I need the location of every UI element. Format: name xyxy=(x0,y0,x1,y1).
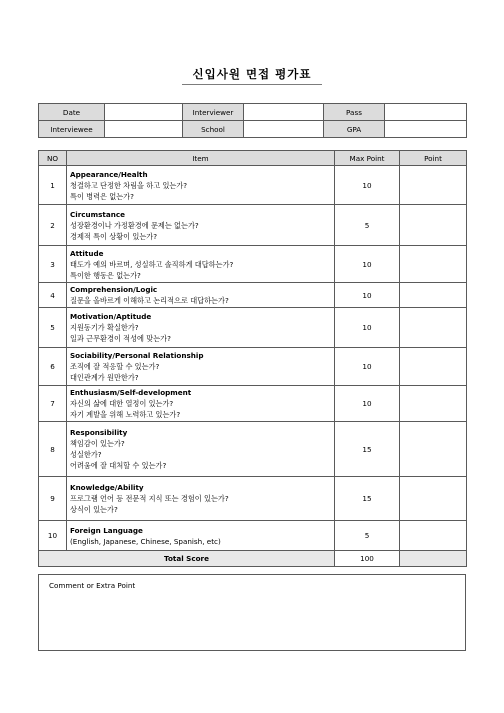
item-question: 성장환경이나 가정환경에 문제는 없는가? xyxy=(70,220,199,230)
table-row xyxy=(39,348,467,386)
table-row xyxy=(39,386,467,422)
table-row xyxy=(39,283,467,308)
row-item xyxy=(67,308,335,348)
row-item xyxy=(67,386,335,422)
item-question: 특이 병력은 없는가? xyxy=(70,191,134,201)
interviewee-field[interactable] xyxy=(105,121,183,138)
table-row xyxy=(39,477,467,521)
table-row xyxy=(39,205,467,246)
page-title: 신입사원 면접 평가표 xyxy=(192,67,312,81)
item-question: 자신의 삶에 대한 열정이 있는가? xyxy=(70,399,174,408)
row-number: 10 xyxy=(39,521,67,551)
interviewer-label: Interviewer xyxy=(183,104,244,121)
row-point-field[interactable] xyxy=(400,283,467,308)
col-header-point: Point xyxy=(400,151,467,166)
row-point-field[interactable] xyxy=(400,205,467,246)
row-max-point: 10 xyxy=(335,348,400,386)
row-max-point: 15 xyxy=(335,477,400,521)
total-score-label: Total Score xyxy=(39,551,335,567)
item-question: 태도가 예의 바르며, 성실하고 솔직하게 대답하는가? xyxy=(70,259,234,269)
row-item xyxy=(67,246,335,283)
item-category: Comprehension/Logic xyxy=(70,285,158,294)
row-number: 4 xyxy=(39,283,67,308)
row-number: 1 xyxy=(39,166,67,205)
school-field[interactable] xyxy=(244,121,324,138)
item-question: 어려움에 잘 대처할 수 있는가? xyxy=(70,461,167,470)
row-number: 5 xyxy=(39,308,67,348)
item-category: Responsibility xyxy=(70,428,128,437)
comment-box[interactable] xyxy=(38,574,466,651)
row-item xyxy=(67,205,335,246)
item-question: 조직에 잘 적응할 수 있는가? xyxy=(70,362,160,371)
gpa-field[interactable] xyxy=(385,121,467,138)
item-question: 프로그램 언어 등 전문적 지식 또는 경험이 있는가? xyxy=(70,494,229,503)
comment-label: Comment or Extra Point xyxy=(49,581,136,590)
table-row xyxy=(39,422,467,477)
row-point-field[interactable] xyxy=(400,422,467,477)
item-category: Foreign Language xyxy=(70,525,143,535)
row-point-field[interactable] xyxy=(400,246,467,283)
title-underline xyxy=(182,84,322,85)
school-label: School xyxy=(183,121,244,138)
table-row xyxy=(39,246,467,283)
item-question: 대인관계가 원만한가? xyxy=(70,373,139,382)
row-number: 9 xyxy=(39,477,67,521)
header-row xyxy=(39,151,467,166)
row-point-field[interactable] xyxy=(400,308,467,348)
pass-label: Pass xyxy=(324,104,385,121)
col-header-max-point: Max Point xyxy=(335,151,400,166)
row-number: 8 xyxy=(39,422,67,477)
item-question: 지원동기가 확실한가? xyxy=(70,323,139,332)
item-category: Attitude xyxy=(70,248,104,258)
row-point-field[interactable] xyxy=(400,166,467,205)
item-category: Appearance/Health xyxy=(70,169,148,179)
item-question: (English, Japanese, Chinese, Spanish, etc) xyxy=(70,536,221,546)
item-question: 자기 계발을 위해 노력하고 있는가? xyxy=(70,410,181,419)
row-max-point: 10 xyxy=(335,246,400,283)
row-max-point: 5 xyxy=(335,521,400,551)
row-item xyxy=(67,477,335,521)
total-row xyxy=(39,551,467,567)
item-category: Enthusiasm/Self-development xyxy=(70,388,192,397)
interviewee-label: Interviewee xyxy=(39,121,105,138)
item-question: 상식이 있는가? xyxy=(70,505,118,514)
gpa-label: GPA xyxy=(324,121,385,138)
total-point-field[interactable] xyxy=(400,551,467,567)
row-number: 7 xyxy=(39,386,67,422)
row-max-point: 10 xyxy=(335,166,400,205)
row-point-field[interactable] xyxy=(400,348,467,386)
item-category: Circumstance xyxy=(70,209,125,219)
col-header-item: Item xyxy=(67,151,335,166)
date-field[interactable] xyxy=(105,104,183,121)
table-row xyxy=(39,521,467,551)
item-category: Knowledge/Ability xyxy=(70,483,144,492)
info-table xyxy=(38,103,467,138)
item-question: 경제적 특이 상황이 있는가? xyxy=(70,231,158,241)
row-point-field[interactable] xyxy=(400,386,467,422)
item-category: Sociability/Personal Relationship xyxy=(70,351,204,360)
item-question: 청결하고 단정한 차림을 하고 있는가? xyxy=(70,180,188,190)
pass-field[interactable] xyxy=(385,104,467,121)
row-max-point: 15 xyxy=(335,422,400,477)
table-row xyxy=(39,308,467,348)
row-number: 2 xyxy=(39,205,67,246)
item-question: 책임감이 있는가? xyxy=(70,439,125,448)
info-row xyxy=(39,121,467,138)
row-item xyxy=(67,166,335,205)
item-question: 질문을 올바르게 이해하고 논리적으로 대답하는가? xyxy=(70,296,229,305)
row-point-field[interactable] xyxy=(400,521,467,551)
row-number: 3 xyxy=(39,246,67,283)
col-header-no: NO xyxy=(39,151,67,166)
row-point-field[interactable] xyxy=(400,477,467,521)
row-max-point: 10 xyxy=(335,308,400,348)
row-item xyxy=(67,521,335,551)
item-question: 성실한가? xyxy=(70,450,102,459)
row-max-point: 5 xyxy=(335,205,400,246)
row-item xyxy=(67,348,335,386)
row-max-point: 10 xyxy=(335,283,400,308)
date-label: Date xyxy=(39,104,105,121)
item-question: 일과 근무환경이 적성에 맞는가? xyxy=(70,334,171,343)
row-number: 6 xyxy=(39,348,67,386)
info-row xyxy=(39,104,467,121)
row-item xyxy=(67,422,335,477)
interviewer-field[interactable] xyxy=(244,104,324,121)
evaluation-table xyxy=(38,150,467,567)
item-question: 특이한 행동은 없는가? xyxy=(70,270,141,280)
row-max-point: 10 xyxy=(335,386,400,422)
table-row xyxy=(39,166,467,205)
total-score-value: 100 xyxy=(335,551,400,567)
item-category: Motivation/Aptitude xyxy=(70,312,152,321)
row-item xyxy=(67,283,335,308)
